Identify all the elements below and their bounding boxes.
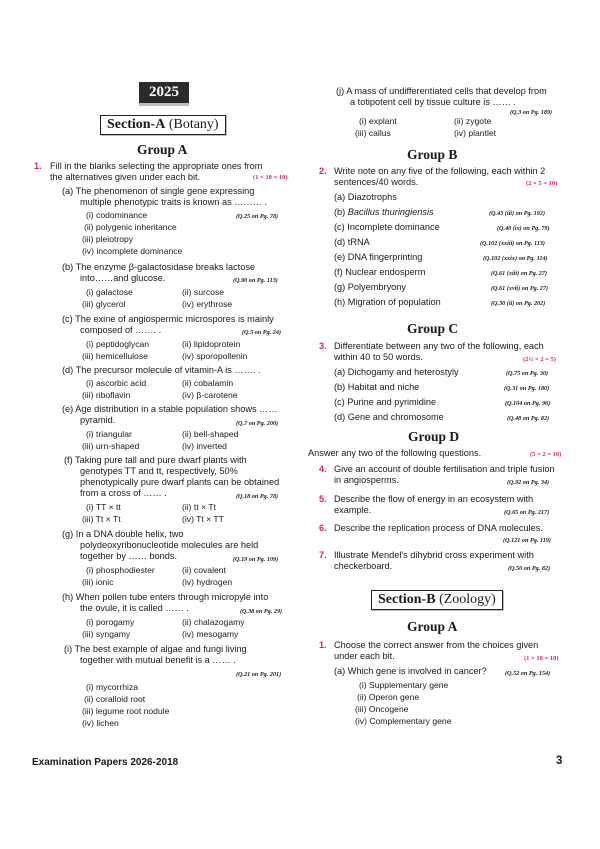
- q2-marks: (2 × 5 = 10): [526, 180, 558, 187]
- q1j-option-3: (iii) callus: [355, 128, 391, 138]
- q1j-ref: (Q.3 on Pg. 189): [510, 109, 553, 116]
- q1e-option-2: (ii) bell-shaped: [182, 429, 239, 439]
- q1h-option-2: (ii) chalazogamy: [182, 617, 245, 627]
- group-d-marks: (5 × 2 = 10): [530, 451, 562, 458]
- zoo-q1a-ref: (Q.52 on Pg. 154): [505, 670, 551, 677]
- q1g-text-line2: polydeoxyribonucleotide molecules are held: [80, 540, 259, 550]
- q1g-option-4: (iv) hydrogen: [182, 577, 233, 587]
- q2-item-f: (f) Nuclear endosperm: [334, 267, 426, 277]
- q4-number: 4.: [319, 464, 327, 474]
- q3-item-c: (c) Purine and pyrimidine: [334, 397, 437, 407]
- zoo-q1-text-line2: under each bit.: [334, 651, 395, 661]
- q1j-option-2: (ii) zygote: [454, 116, 492, 126]
- q1c-option-3: (iii) hemicellulose: [82, 351, 148, 361]
- q1a-text-line2: multiple phenotypic traits is known as ……… .: [80, 197, 267, 207]
- q7-text-line1: Illustrate Mendel's dihybrid cross experiment with: [334, 550, 534, 560]
- q3-item-d-ref: (Q.48 on Pg. 82): [507, 415, 550, 422]
- q2-item-a: (a) Diazotrophs: [334, 192, 397, 202]
- q1f-option-2: (ii) tt × Tt: [182, 502, 216, 512]
- q1d-option-4: (iv) β-carotene: [182, 390, 238, 400]
- q2-item-c: (c) Incomplete dominance: [334, 222, 440, 232]
- q2-item-b-italic: Bacillus thuringiensis: [347, 207, 434, 217]
- q1c-option-1: (i) peptidoglycan: [86, 339, 150, 349]
- q4-ref: (Q.92 on Pg. 34): [507, 479, 550, 486]
- zoology-group-a-heading: Group A: [407, 619, 458, 634]
- q5-text-line1: Describe the flow of energy in an ecosystem with: [334, 494, 534, 504]
- q1b-ref: (Q.90 on Pg. 113): [233, 277, 278, 284]
- botany-group-d-heading: Group D: [408, 429, 460, 444]
- zoo-q1-text-line1: Choose the correct answer from the choices given: [334, 640, 539, 650]
- q1d-text-line1: (d) The precursor molecule of vitamin-A is ……. .: [62, 365, 261, 375]
- q2-item-f-ref: (Q.61 (xiii) on Pg. 27): [491, 270, 548, 277]
- q2-item-g-ref: (Q.61 (xvii) on Pg. 27): [491, 285, 549, 292]
- q1e-ref: (Q.7 on Pg. 200): [236, 420, 279, 427]
- q1b-option-4: (iv) erythrose: [182, 299, 233, 309]
- q1b-option-2: (ii) surcose: [182, 287, 225, 297]
- q1g-option-1: (i) phosphodiester: [86, 565, 155, 575]
- q1a-option-1: (i) codominance: [86, 210, 148, 220]
- q2-item-d: (d) tRNA: [334, 237, 370, 247]
- q1g-text-line3: together by …… bonds.: [80, 551, 178, 561]
- q3-item-a-ref: (Q.75 on Pg. 30): [506, 370, 549, 377]
- q1g-text-line1: (g) In a DNA double helix, two: [62, 529, 184, 539]
- q1f-text-line2: genotypes TT and tt, respectively, 50%: [80, 466, 238, 476]
- q1a-ref: (Q.25 on Pg. 78): [236, 213, 279, 220]
- q7-number: 7.: [319, 550, 327, 560]
- q1i-text-line2: together with mutual benefit is a …… .: [80, 655, 236, 665]
- q1h-option-4: (iv) mesogamy: [182, 629, 239, 639]
- zoo-q1a-option-1: (i) Supplementary gene: [359, 680, 449, 690]
- q2-item-b: [334, 207, 434, 218]
- q1i-option-2: (ii) coralloid root: [84, 694, 146, 704]
- zoo-q1a-option-3: (iii) Oncogene: [355, 704, 409, 714]
- q1h-ref: (Q.38 on Pg. 29): [240, 608, 283, 615]
- q4-text-line2: in angiosperms.: [334, 475, 399, 485]
- q1-text-line2: the alternatives given under each bit.: [50, 172, 201, 182]
- page-number: 3: [556, 755, 563, 767]
- q6-ref: (Q.121 on Pg. 119): [503, 537, 551, 544]
- q5-text-line2: example.: [334, 505, 372, 515]
- q1a-option-3: (iii) pleiotropy: [82, 234, 134, 244]
- q1h-option-1: (i) porogamy: [86, 617, 135, 627]
- q2-item-e: (e) DNA fingerprinting: [334, 252, 423, 262]
- q1h-text-line2: the ovule, it is called …… .: [80, 603, 189, 613]
- q1i-option-4: (iv) lichen: [82, 718, 119, 728]
- q1g-ref: (Q.19 on Pg. 109): [233, 556, 279, 563]
- q1e-option-4: (iv) inverted: [182, 441, 227, 451]
- section-b-heading: [371, 590, 503, 610]
- q6-text-line1: Describe the replication process of DNA molecules.: [334, 523, 543, 533]
- q6-number: 6.: [319, 523, 327, 533]
- q1f-option-4: (iv) Tt × TT: [182, 514, 224, 524]
- q1b-text-line2: into……and glucose.: [80, 273, 166, 283]
- q1g-option-2: (ii) covalent: [182, 565, 226, 575]
- zoo-q1-marks: (1 × 10 = 10): [524, 655, 559, 662]
- q1f-ref: (Q.18 on Pg. 78): [236, 493, 279, 500]
- q3-item-c-ref: (Q.104 on Pg. 96): [505, 400, 551, 407]
- q1f-text-line4: from a cross of …… .: [80, 488, 167, 498]
- q1i-option-1: (i) mycorrhiza: [86, 682, 139, 692]
- q1-marks: (1 × 10 = 10): [253, 174, 288, 181]
- q4-text-line1: Give an account of double fertilisation and triple fusion: [334, 464, 555, 474]
- q1e-text-line1: (e) Age distribution in a stable population shows ……: [62, 404, 278, 414]
- q1j-text-line2: a totipotent cell by tissue culture is …… .: [350, 97, 516, 107]
- q2-item-g: (g) Polyembryony: [334, 282, 406, 292]
- q1f-option-1: (i) TT × tt: [86, 502, 121, 512]
- q1c-text-line1: (c) The exine of angiospermic microspores is mainly: [62, 314, 274, 324]
- q1-text-line1: Fill in the blanks selecting the appropriate ones from: [50, 161, 263, 171]
- q1f-text-line1: (f) Taking pure tall and pure dwarf plants with: [64, 455, 247, 465]
- zoo-q1a-text: (a) Which gene is involved in cancer?: [334, 666, 487, 676]
- q2-item-h: (h) Migration of population: [334, 297, 441, 307]
- zoo-q1a-option-2: (ii) Operon gene: [357, 692, 420, 702]
- q1e-text-line2: pyramid.: [80, 415, 116, 425]
- q1d-option-3: (iii) riboflavin: [82, 390, 131, 400]
- q2-item-b-ref: (Q.43 (iii) on Pg. 192): [489, 210, 546, 217]
- zoo-q1-number: 1.: [319, 640, 327, 650]
- q5-ref: (Q.65 on Pg. 217): [504, 509, 550, 516]
- q1a-text-line1: (a) The phenomenon of single gene expressing: [62, 186, 255, 196]
- q2-item-h-ref: (Q.30 (ii) on Pg. 202): [491, 300, 546, 307]
- footer-title: Examination Papers 2026-2018: [32, 757, 179, 768]
- q1i-option-3: (iii) legume root nodule: [82, 706, 170, 716]
- q1g-option-3: (iii) ionic: [82, 577, 114, 587]
- section-a-title: Section-A: [107, 117, 166, 132]
- q3-marks: (2½ × 2 = 5): [523, 356, 556, 363]
- q1b-text-line1: (b) The enzyme β-galactosidase breaks lactose: [62, 262, 256, 272]
- q3-number: 3.: [319, 341, 327, 351]
- q5-number: 5.: [319, 494, 327, 504]
- q2-text-line1: Write note on any five of the following, each within 2: [334, 166, 546, 176]
- q2-number: 2.: [319, 166, 327, 176]
- q1d-option-1: (i) ascorbic acid: [86, 378, 147, 388]
- zoo-q1a-option-4: (iv) Complementary gene: [355, 716, 452, 726]
- q1c-text-line2: composed of ……. .: [80, 325, 162, 335]
- botany-group-c-heading: Group C: [407, 321, 459, 336]
- q7-ref: (Q.50 on Pg. 82): [508, 565, 551, 572]
- section-a-subtitle: (Botany): [168, 117, 219, 132]
- q1j-option-4: (iv) plantlet: [454, 128, 497, 138]
- q1c-option-4: (iv) sporopollenin: [182, 351, 248, 361]
- q2-text-line2: sentences/40 words.: [334, 177, 419, 187]
- q1c-option-2: (ii) lipidoprotein: [182, 339, 241, 349]
- q1i-ref: (Q.21 on Pg. 201): [236, 671, 282, 678]
- q1e-option-3: (iii) urn-shaped: [82, 441, 140, 451]
- year-badge: 2025: [139, 82, 189, 106]
- q2-item-b-label: (b): [334, 207, 348, 217]
- q1i-text-line1: (i) The best example of algae and fungi living: [64, 644, 247, 654]
- section-a-heading: [100, 115, 226, 135]
- q3-item-b: (b) Habitat and niche: [334, 382, 420, 392]
- q2-item-e-ref: (Q.102 (xxix) on Pg. 114): [483, 255, 548, 262]
- q1h-option-3: (iii) syngamy: [82, 629, 131, 639]
- q3-item-d: (d) Gene and chromosome: [334, 412, 444, 422]
- section-b-title: Section-B: [378, 592, 436, 607]
- q1a-option-4: (iv) incomplete dominance: [82, 246, 183, 256]
- group-d-intro: Answer any two of the following questions.: [308, 448, 482, 458]
- q1b-option-3: (iii) glycerol: [82, 299, 126, 309]
- q1d-option-2: (ii) cobalamin: [182, 378, 234, 388]
- q2-item-d-ref: (Q.102 (xxiii) on Pg. 113): [480, 240, 545, 247]
- q1-number: 1.: [34, 161, 42, 171]
- q3-item-a: (a) Dichogamy and heterostyly: [334, 367, 459, 377]
- q3-text-line1: Differentiate between any two of the following, each: [334, 341, 544, 351]
- q1b-option-1: (i) galactose: [86, 287, 133, 297]
- q1j-option-1: (i) explant: [359, 116, 397, 126]
- q7-text-line2: checkerboard.: [334, 561, 393, 571]
- botany-group-a-heading: Group A: [137, 142, 188, 157]
- q1f-option-3: (iii) Tt × Tt: [82, 514, 121, 524]
- q3-text-line2: within 40 to 50 words.: [334, 352, 423, 362]
- botany-group-b-heading: Group B: [407, 147, 458, 162]
- q1f-text-line3: phenotypically pure dwarf plants can be obtained: [80, 477, 280, 487]
- q1j-text-line1: (j) A mass of undifferentiated cells that develop from: [336, 86, 547, 96]
- q1a-option-2: (ii) polygenic inheritance: [84, 222, 177, 232]
- section-b-subtitle: (Zoology): [439, 592, 496, 607]
- q3-item-b-ref: (Q.31 on Pg. 180): [504, 385, 550, 392]
- q2-item-c-ref: (Q.40 (ix) on Pg. 79): [497, 225, 550, 232]
- q1c-ref: (Q.5 on Pg. 24): [242, 329, 282, 336]
- q1h-text-line1: (h) When pollen tube enters through micropyle into: [62, 592, 269, 602]
- q1e-option-1: (i) triangular: [86, 429, 132, 439]
